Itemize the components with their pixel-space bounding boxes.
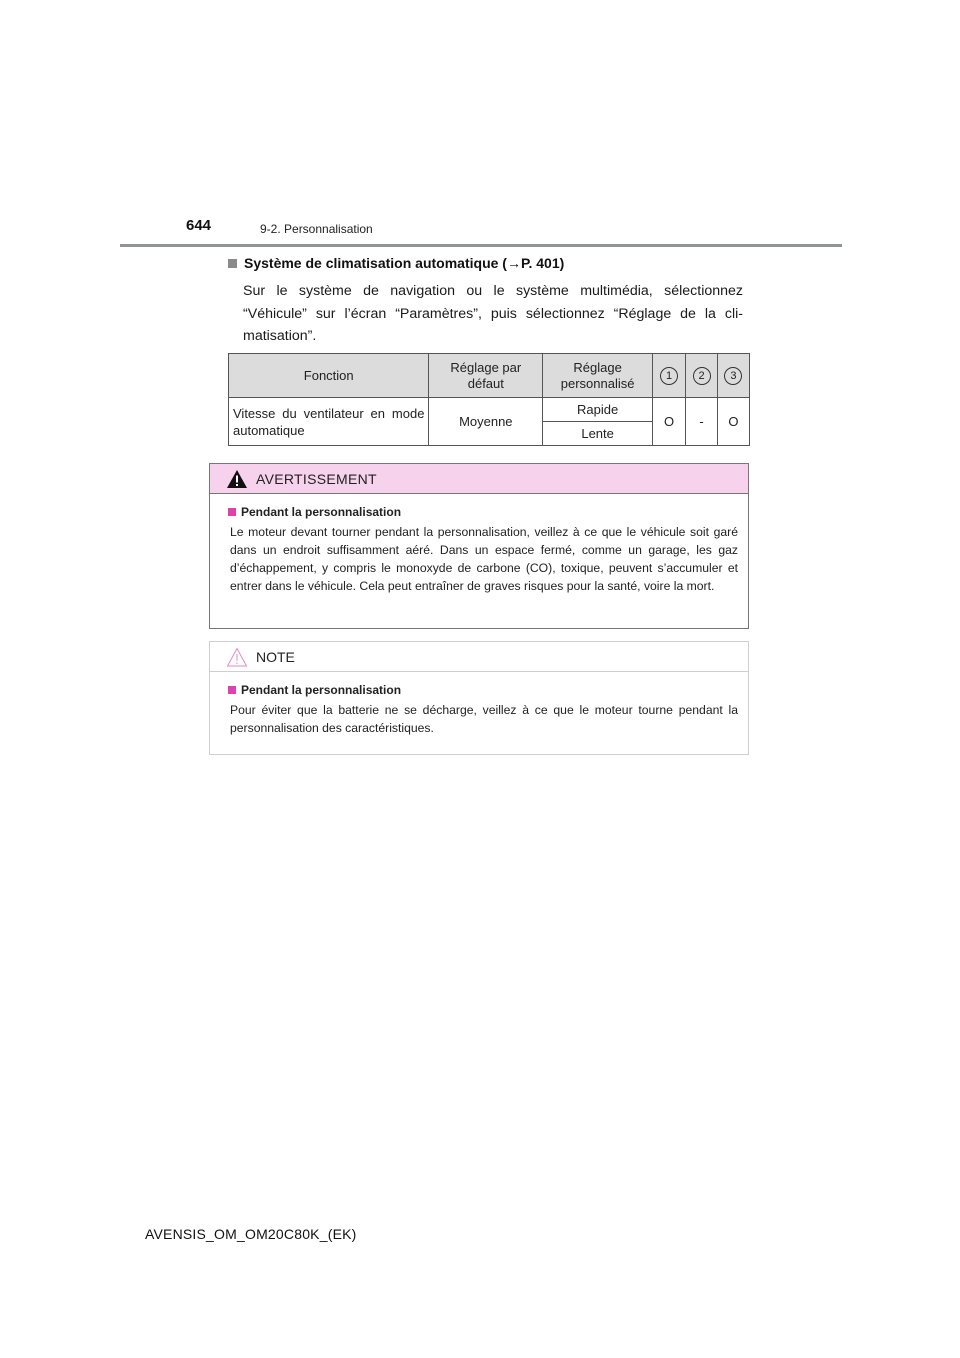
- cell-col-1: O: [653, 398, 686, 446]
- header-custom: Réglage personnalisé: [543, 354, 653, 398]
- warning-title: AVERTISSEMENT: [256, 470, 377, 487]
- section-heading: [228, 255, 564, 271]
- cell-custom-option: Lente: [543, 422, 653, 446]
- warning-subheading: [228, 505, 738, 519]
- warning-text: Le moteur devant tourner pendant la personnalisation, veillez à ce que le véhicule soit garé dans un endroit suffisamment aéré. Dans un espace fermé, comme un garage, les gaz d’échappement, y compris le monoxyde de carbone (CO), toxique, peuvent s’accumuler et entrer dans le véhicule. Cela peut entraîner de graves risques pour la santé, voire la mort.: [230, 525, 738, 593]
- header-fonction: Fonction: [229, 354, 429, 398]
- header-default: Réglage par défaut: [429, 354, 543, 398]
- cell-fonction: Vitesse du ventilateur en mode automatique: [229, 398, 429, 446]
- cell-col-3: O: [717, 398, 749, 446]
- settings-table: [228, 353, 750, 446]
- note-text: Pour éviter que la batterie ne se décharge, veillez à ce que le moteur tourne pendant la personnalisation des caractéristiques.: [230, 703, 738, 735]
- note-subheading-text: Pendant la personnalisation: [241, 683, 402, 697]
- square-bullet-icon: [228, 259, 237, 268]
- pink-square-bullet-icon: [228, 508, 236, 516]
- note-box: [209, 641, 749, 755]
- circled-3-icon: 3: [724, 367, 742, 385]
- warning-subheading-text: Pendant la personnalisation: [241, 505, 402, 519]
- footer-doc-id: AVENSIS_OM_OM20C80K_(EK): [145, 1226, 357, 1242]
- cell-custom-option: Rapide: [543, 398, 653, 422]
- circled-2-icon: 2: [693, 367, 711, 385]
- note-title-bar: [210, 642, 748, 672]
- header-col-2: [686, 354, 718, 398]
- cell-default: Moyenne: [429, 398, 543, 446]
- section-title: 9-2. Personnalisation: [260, 222, 373, 236]
- heading-text: Système de climatisation automatique (→P. 401): [244, 255, 565, 271]
- note-triangle-icon: [226, 647, 248, 667]
- warning-title-bar: [210, 464, 748, 494]
- header-col-3: [717, 354, 749, 398]
- table-row: [229, 398, 750, 422]
- pink-square-bullet-icon: [228, 686, 236, 694]
- circled-1-icon: 1: [660, 367, 678, 385]
- cell-col-2: -: [686, 398, 718, 446]
- intro-paragraph: Sur le système de navigation ou le système multimédia, sélectionnez “Véhicule” sur l’écran “Paramètres”, puis sélectionnez “Réglage de la cli-matisation”.: [243, 283, 743, 344]
- table-header-row: [229, 354, 750, 398]
- header-col-1: [653, 354, 686, 398]
- warning-triangle-icon: [226, 469, 248, 489]
- warning-box: [209, 463, 749, 629]
- header-divider: [120, 244, 842, 247]
- note-title: NOTE: [256, 648, 295, 665]
- page-number: 644: [186, 217, 212, 234]
- note-subheading: [228, 683, 738, 697]
